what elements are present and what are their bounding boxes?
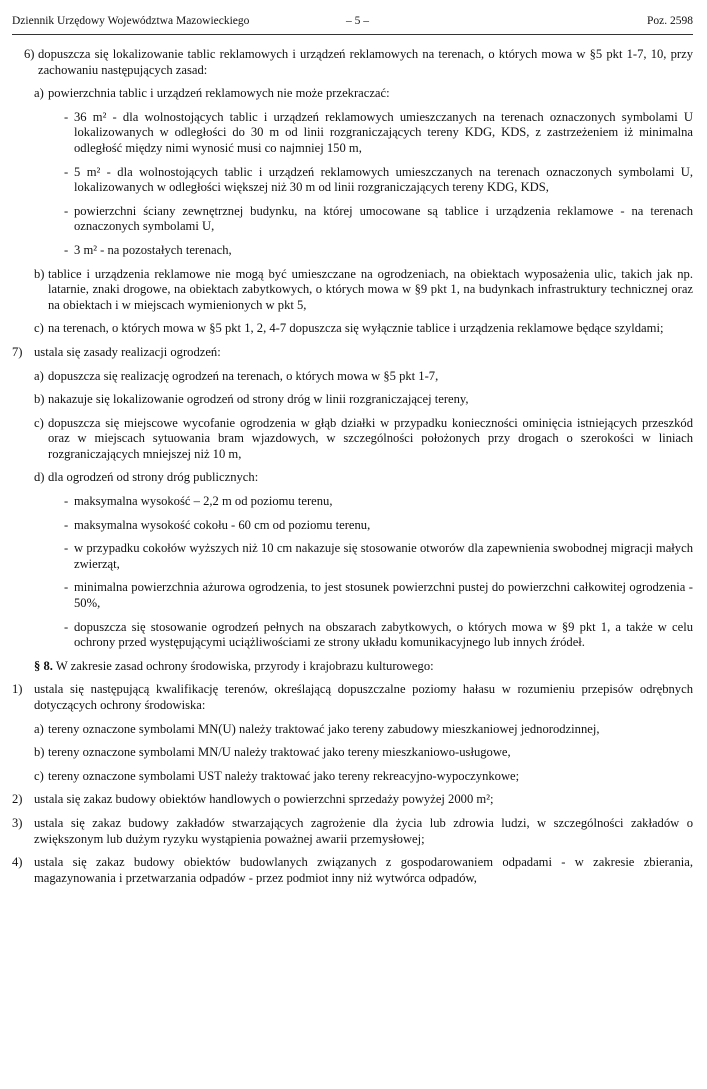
list-item: - 5 m² - dla wolnostojących tablic i urządzeń reklamowych umieszczanych na terenach oznaczonych symbolami U, lokalizowanych w odległości większej niż 30 m od linii rozgraniczających tereny KDG, KDS, [64, 164, 693, 195]
list-item: 1) ustala się następującą kwalifikację terenów, określającą dopuszczalne poziomy hałasu w rozumieniu przepisów odrębnych dotyczących ochrony środowiska: [12, 682, 693, 712]
list-item: b) tablice i urządzenia reklamowe nie mogą być umieszczane na ogrodzeniach, na obiektach wyposażenia ulic, takich jak np. latarnie, znaki drogowe, na obiektach zabytkowych, o których mowa w §9 pkt 1, na budynkach infrastruktury technicznej oraz na obiektach i w miejscach wymienionych w pkt 5, [34, 266, 693, 312]
list-item: 4) ustala się zakaz budowy obiektów budowlanych związanych z gospodarowaniem odpadami - w zakresie zbierania, magazynowania i przetwarzania odpadów - przez podmiot inny niż wytwórca odpadów, [12, 855, 693, 885]
list-item: - powierzchni ściany zewnętrznej budynku, na której umocowane są tablice i urządzenia reklamowe - na terenach oznaczonych symbolami U, [64, 203, 693, 234]
section-paragraph: § 8. W zakresie zasad ochrony środowiska, przyrody i krajobrazu kulturowego: [34, 658, 434, 673]
list-item: d) dla ogrodzeń od strony dróg publicznych: [34, 470, 259, 485]
list-item: a) tereny oznaczone symbolami MN(U) należy traktować jako tereny zabudowy mieszkaniowej jednorodzinnej, [34, 721, 600, 736]
document-body [12, 35, 693, 886]
journal-title: Dziennik Urzędowy Województwa Mazowieckiego [12, 15, 250, 27]
section-number: § 8. [34, 658, 53, 673]
list-item: - maksymalna wysokość cokołu - 60 cm od poziomu terenu, [64, 517, 371, 532]
list-item: - w przypadku cokołów wyższych niż 10 cm nakazuje się stosowanie otworów dla zapewnienia swobodnej migracji małych zwierząt, [64, 541, 693, 571]
list-item: 6) dopuszcza się lokalizowanie tablic reklamowych i urządzeń reklamowych na terenach, o których mowa w §5 pkt 1-7, 10, przy zachowaniu następujących zasad: [24, 47, 693, 77]
list-item: - minimalna powierzchnia ażurowa ogrodzenia, to jest stosunek powierzchni pustej do powierzchni całkowitej ogrodzenia - 50%, [64, 580, 693, 611]
list-item: 3) ustala się zakaz budowy zakładów stwarzających zagrożenie dla życia lub zdrowia ludzi, w szczególności zakładów o zwiększonym lub dużym ryzyku wystąpienia poważnej awarii przemysłowej; [12, 815, 693, 846]
list-item: b) nakazuje się lokalizowanie ogrodzeń od strony dróg w linii rozgraniczającej tereny, [34, 392, 469, 407]
position-number: Poz. 2598 [647, 15, 693, 27]
list-item: 2) ustala się zakaz budowy obiektów handlowych o powierzchni sprzedaży powyżej 2000 m²; [12, 792, 494, 807]
list-item: c) na terenach, o których mowa w §5 pkt 1, 2, 4-7 dopuszcza się wyłącznie tablice i urządzenia reklamowe będące szyldami; [34, 321, 664, 336]
page-number: – 5 – [346, 15, 369, 27]
list-item: 7) ustala się zasady realizacji ogrodzeń: [12, 344, 221, 359]
list-item: - dopuszcza się stosowanie ogrodzeń pełnych na obszarach zabytkowych, o których mowa w §9 pkt 1, a także w celu ochrony przed występującymi uciążliwościami ze strony układu komunikacyjnego lub innych źródeł. [64, 619, 693, 650]
page-header [12, 0, 693, 35]
list-item: - 36 m² - dla wolnostojących tablic i urządzeń reklamowych umieszczanych na terenach oznaczonych symbolami U lokalizowanych w odległości do 30 m od linii rozgraniczających tereny KDG, KDS, z zastrzeżeniem iż minimalna odległość między nimi wynosić musi co najmniej 150 m, [64, 109, 693, 155]
list-item: c) dopuszcza się miejscowe wycofanie ogrodzenia w głąb działki w przypadku konieczności ominięcia istniejących przeszkód oraz w miejscach sytuowania bram wjazdowych, w szczególności położonych przy drogach o szerokości w liniach rozgraniczających mniejszej niż 10 m, [34, 415, 693, 461]
list-item: a) powierzchnia tablic i urządzeń reklamowych nie może przekraczać: [34, 86, 390, 101]
list-item: a) dopuszcza się realizację ogrodzeń na terenach, o których mowa w §5 pkt 1-7, [34, 368, 439, 383]
list-item: b) tereny oznaczone symbolami MN/U należy traktować jako tereny mieszkaniowo-usługowe, [34, 745, 511, 760]
list-item: - 3 m² - na pozostałych terenach, [64, 242, 232, 257]
list-item: - maksymalna wysokość – 2,2 m od poziomu terenu, [64, 494, 333, 509]
list-item: c) tereny oznaczone symbolami UST należy traktować jako tereny rekreacyjno-wypoczynkowe; [34, 768, 520, 783]
